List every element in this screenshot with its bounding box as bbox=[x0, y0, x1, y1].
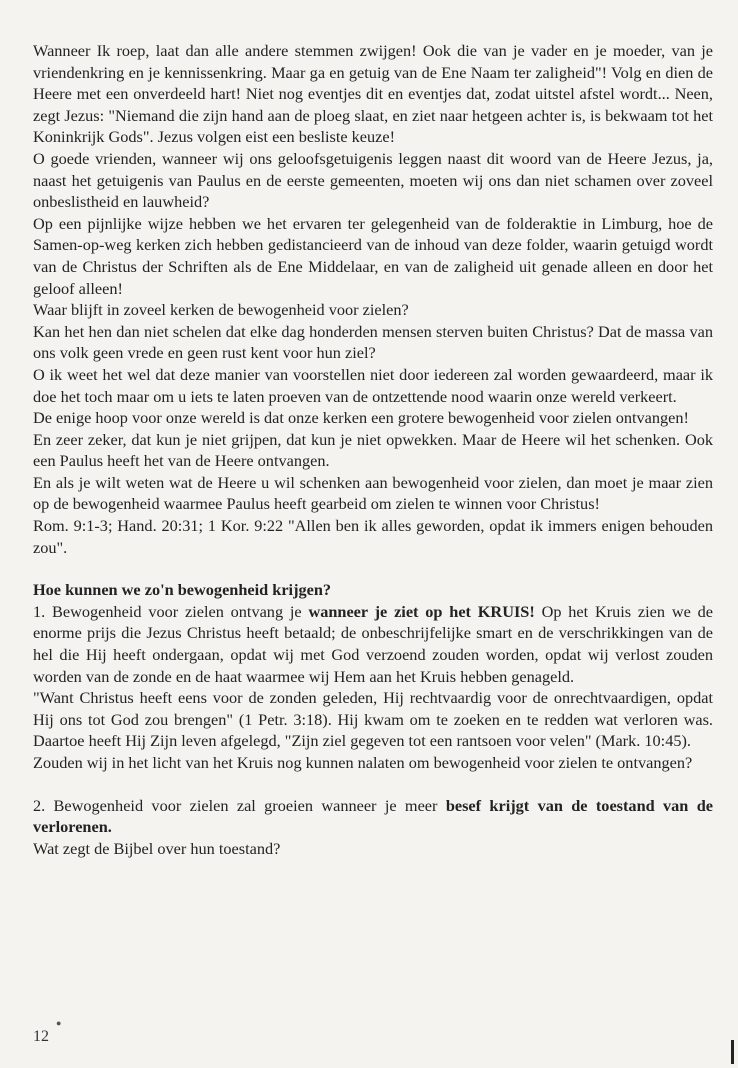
paragraph: En zeer zeker, dat kun je niet grijpen, dat kun je niet opwekken. Maar de Heere wil het schenken. Ook een Paulus heeft het van de Heere ontvangen. bbox=[33, 429, 713, 471]
paragraph: Rom. 9:1-3; Hand. 20:31; 1 Kor. 9:22 "Allen ben ik alles geworden, opdat ik immers enigen behouden zou". bbox=[33, 516, 713, 557]
point-2-intro: 2. Bewogenheid voor zielen zal groeien wanneer je meer bbox=[33, 795, 446, 815]
section-heading: Hoe kunnen we zo'n bewogenheid krijgen? bbox=[33, 580, 332, 600]
point-1-emphasis: wanneer je ziet op het KRUIS! bbox=[308, 601, 535, 621]
page-number: 12 bbox=[33, 1028, 49, 1045]
question-paragraph: Zouden wij in het licht van het Kruis nog kunnen nalaten om bewogenheid voor zielen te ontvangen? bbox=[33, 753, 693, 772]
paragraph: Kan het hen dan niet schelen dat elke dag honderden mensen sterven buiten Christus? Dat de massa van ons volk geen vrede en geen rust kent voor hun ziel? bbox=[33, 321, 713, 363]
paragraph: O goede vrienden, wanneer wij ons geloofsgetuigenis leggen naast dit woord van de Heere Jezus, ja, naast het getuigenis van Paulus en de eerste gemeenten, moeten wij ons dan niet schamen over zoveel onbeslistheid en lauwheid? bbox=[33, 148, 713, 212]
page-edge-mark bbox=[731, 1040, 734, 1064]
paragraph: Op een pijnlijke wijze hebben we het ervaren ter gelegenheid van de folderaktie in Limburg, hoe de Samen-op-weg kerken zich hebben gedistancieerd van de inhoud van deze folder, waarin getuigd wordt van de Christus der Schriften als de Ene Middelaar, en van de zaligheid uit genade alleen en door het geloof alleen! bbox=[33, 213, 713, 298]
paragraph: De enige hoop voor onze wereld is dat onze kerken een grotere bewogenheid voor zielen ontvangen! bbox=[33, 408, 689, 428]
paragraph: Wanneer Ik roep, laat dan alle andere stemmen zwijgen! Ook die van je vader en je moeder, van je vriendenkring en je kennissenkring. Maar ga en getuig van de Ene Naam ter zaligheid"! Volg en dien de Heere met een onverdeeld hart! Niet nog eventjes dit en eventjes dat, zodat uitstel afstel wordt... Neen, zegt Jezus: "Niemand die zijn hand aan de ploeg slaat, en ziet naar hetgeen achter is, is bekwaam tot het Koninkrijk Gods". Jezus volgen eist een besliste keuze! bbox=[33, 41, 713, 147]
paragraph: En als je wilt weten wat de Heere u wil schenken aan bewogenheid voor zielen, dan moet je maar zien op de bewogenheid waarmee Paulus heeft gearbeid om zielen te winnen voor Christus! bbox=[33, 472, 713, 514]
point-1 bbox=[33, 601, 713, 687]
point-1-rest: Op het Kruis zien we de enorme prijs die Jezus Christus heeft betaald; de onbeschrijfelijke smart en de verschrikkingen van de hel die Hij heeft ondergaan, opdat wij met God verzoend zouden worden, opdat wij verlost zouden worden van de zonde en de haat waarmee wij Hem aan het Kruis hebben genageld. bbox=[33, 601, 713, 686]
point-1-intro: 1. Bewogenheid voor zielen ontvang je bbox=[33, 601, 309, 621]
asterisk-mark: ● bbox=[56, 1018, 62, 1028]
point-2 bbox=[33, 795, 713, 838]
spacer bbox=[33, 558, 713, 579]
quote-paragraph: "Want Christus heeft eens voor de zonden geleden, Hij rechtvaardig voor de onrechtvaardigen, opdat Hij ons tot God zou brengen" (1 Petr. 3:18). Hij kwam om te zoeken en te redden wat verloren was. Daartoe heeft Hij Zijn leven afgelegd, "Zijn ziel gegeven tot een rantsoen voor velen" (Mark. 10:45). bbox=[33, 688, 713, 751]
point-2-emphasis: besef krijgt van de toestand van de verlorenen. bbox=[33, 795, 713, 837]
paragraph: O ik weet het wel dat deze manier van voorstellen niet door iedereen zal worden gewaardeerd, maar ik doe het toch maar om u iets te laten proeven van de ontzettende nood waarin onze wereld verkeert. bbox=[33, 364, 713, 406]
spacer bbox=[33, 774, 713, 795]
paragraph: Waar blijft in zoveel kerken de bewogenheid voor zielen? bbox=[33, 300, 409, 320]
question-paragraph-2: Wat zegt de Bijbel over hun toestand? bbox=[33, 838, 281, 858]
page-body bbox=[33, 40, 713, 859]
